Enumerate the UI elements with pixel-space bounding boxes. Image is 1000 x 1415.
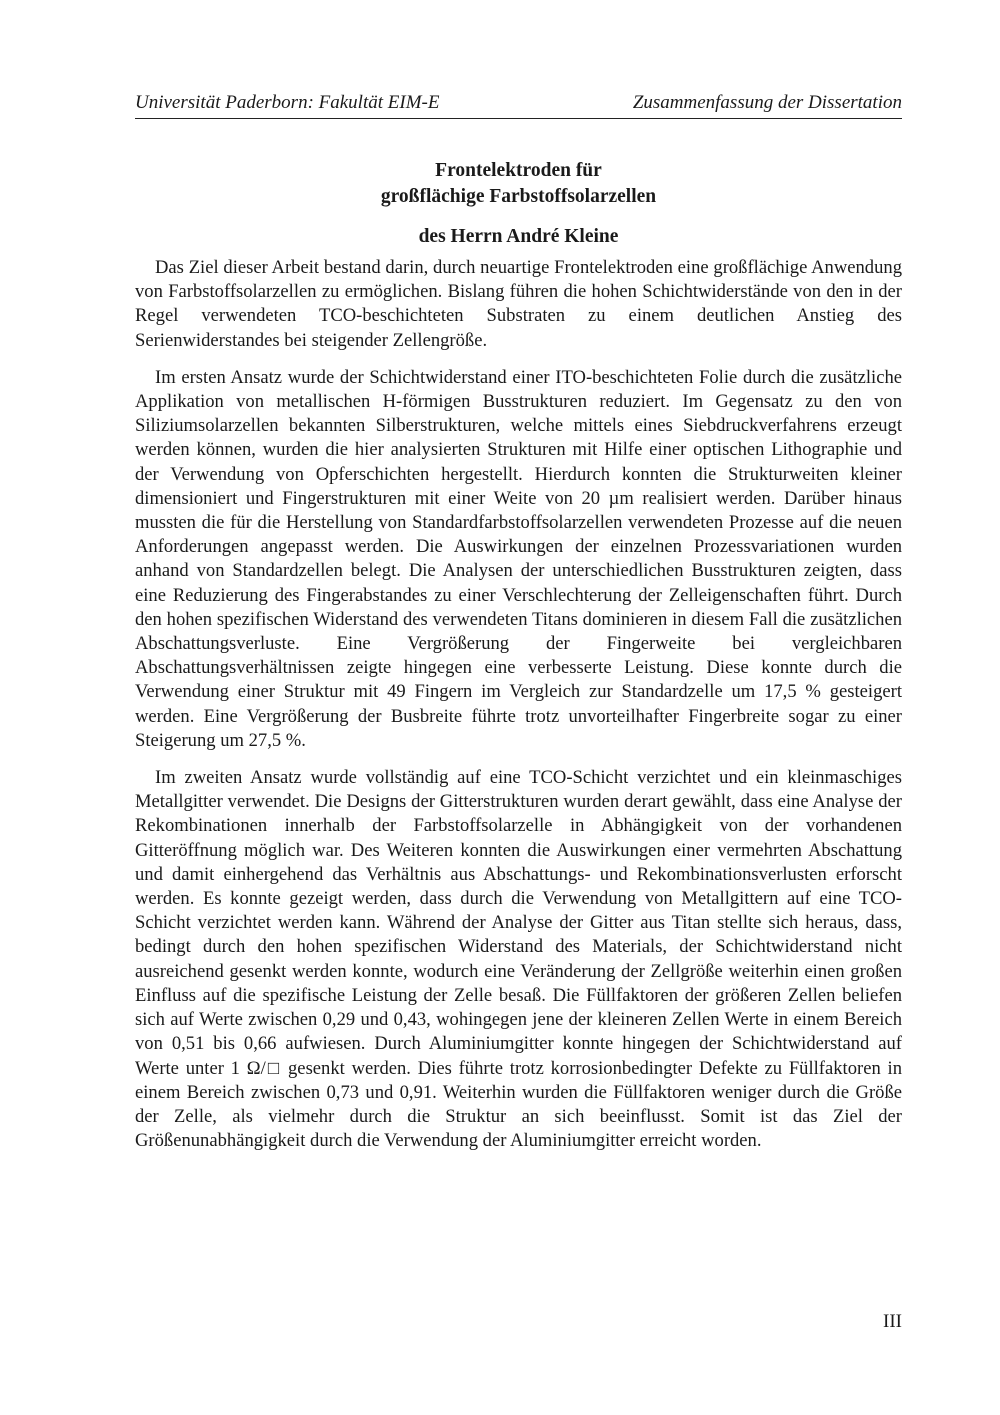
paragraph-1: Das Ziel dieser Arbeit bestand darin, durch neuartige Frontelektroden eine großflächige Anwendung von Farbstoffsolarzellen zu ermöglichen. Bislang führen die hohen Schichtwiderstände von den in der Regel verwendeten TCO-beschichteten Substraten zu einem deutlichen Anstieg des Serienwiderstandes bei steigender Zellengröße.: [135, 257, 902, 351]
title-line-2: großflächige Farbstoffsolarzellen: [380, 186, 657, 207]
body-text: [135, 256, 902, 1166]
paragraph-2: Im ersten Ansatz wurde der Schichtwiderstand einer ITO-beschichteten Folie durch die zusätzliche Applikation von metallischen H-förmigen Busstrukturen reduziert. Im Gegensatz zu den von Siliziumsolarzellen bekannten Silberstrukturen, welche mittels eines Siebdruckverfahrens erzeugt werden können, wurden die hier analysierten Strukturen mit Hilfe einer optischen Lithographie und der Verwendung von Opferschichten hergestellt. Hierdurch konnten die Strukturweiten kleiner dimensioniert und Fingerstrukturen mit einer Weite von 20 µm realisiert werden. Darüber hinaus mussten die für die Herstellung von Standardfarbstoffsolarzellen verwendeten Prozesse auf die neuen Anforderungen angepasst werden. Die Auswirkungen der einzelnen Prozessvariationen wurden anhand von Standardzellen belegt. Die Analysen der unterschiedlichen Busstrukturen zeigten, dass eine Reduzierung des Fingerabstandes zu einer Verschlechterung der Zelleigenschaften führt. Durch den hohen spezifischen Widerstand des verwendeten Titans dominieren in diesem Fall die zusätzlichen Abschattungsverluste. Eine Vergrößerung der Fingerweite bei vergleichbaren Abschattungsverhältnissen zeigte hingegen eine verbesserte Leistung. Diese konnte durch die Verwendung einer Struktur mit 49 Fingern im Vergleich zur Standardzelle um 17,5 % gesteigert werden. Eine Vergrößerung der Busbreite führte trotz unvorteilhafter Fingerbreite sogar zu einer Steigerung um 27,5 %.: [135, 366, 902, 751]
page-number: III: [883, 1311, 902, 1332]
paragraph-3: Im zweiten Ansatz wurde vollständig auf eine TCO-Schicht verzichtet und ein kleinmaschiges Metallgitter verwendet. Die Designs der Gitterstrukturen wurden derart gewählt, dass eine Analyse der Rekombinationen innerhalb der Farbstoffsolarzelle in Abhängigkeit von der vorhandenen Gitteröffnung möglich war. Des Weiteren konnten die Auswirkungen einer vermehrten Abschattung und damit einhergehend das Verhältnis aus Abschattungs- und Rekombinationsverlusten erforscht werden. Es konnte gezeigt werden, dass durch die Verwendung von Metallgittern auf eine TCO-Schicht verzichtet werden kann. Während der Analyse der Gitter aus Titan stellte sich heraus, dass, bedingt durch den hohen spezifischen Widerstand des Materials, der Schichtwiderstand nicht ausreichend gesenkt werden konnte, wodurch eine Veränderung der Zellgröße weiterhin einen großen Einfluss auf die spezifische Leistung der Zelle besaß. Die Füllfaktoren der größeren Zellen beliefen sich auf Werte zwischen 0,29 und 0,43, wohingegen jene der kleineren Zellen Werte in einem Bereich von 0,51 bis 0,66 aufwiesen. Durch Aluminiumgitter konnte hingegen der Schichtwiderstand auf Werte unter 1 Ω/□ gesenkt werden. Dies führte trotz korrosionbedingter Defekte zu Füllfaktoren in einem Bereich zwischen 0,73 und 0,91. Weiterhin wurden die Füllfaktoren weniger durch die Größe der Zelle, als vielmehr durch die Struktur an sich beeinflusst. Somit ist das Ziel der Größenunabhängigkeit durch die Verwendung der Aluminiumgitter erreicht worden.: [135, 767, 902, 1152]
header-right-text: Zusammenfassung der Dissertation: [632, 92, 902, 113]
header-left-text: Universität Paderborn: Fakultät EIM-E: [135, 92, 440, 113]
page-header: [135, 92, 902, 119]
title-line-1: Frontelektroden für: [435, 160, 602, 181]
title-block: [135, 158, 902, 250]
author-line: des Herrn André Kleine: [418, 226, 619, 247]
